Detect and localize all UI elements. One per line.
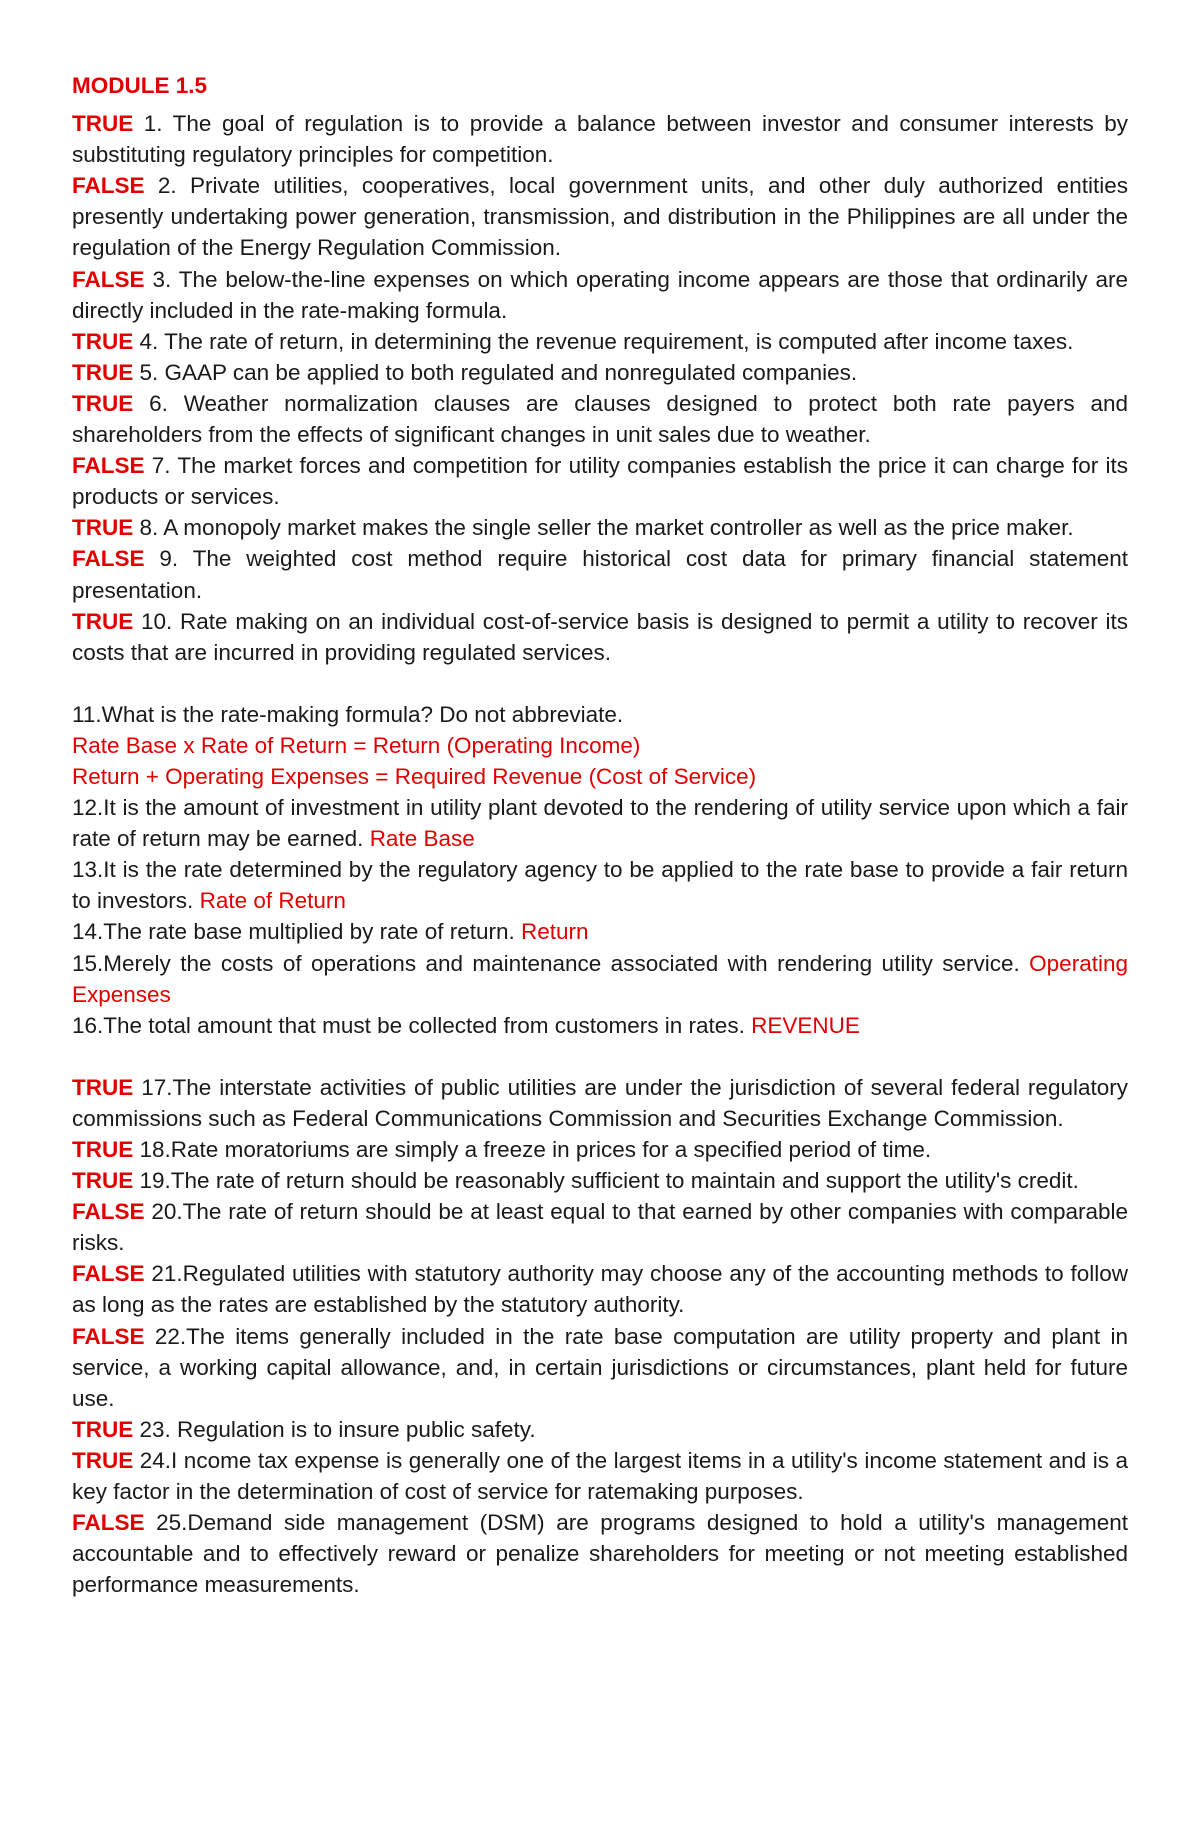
answer-text: Rate Base [369,826,475,852]
section-gap [72,1041,1128,1072]
tf-statement [72,357,1128,388]
tf-statement [72,1072,1128,1134]
tf-statement [72,1165,1128,1196]
statement-text: 17.The interstate activities of public utilities are under the jurisdiction of several federal regulatory commissions such as Federal Communications Commission and Securities Exchange Commission. [72,1074,1128,1131]
true-false-section-1 [72,108,1128,668]
tf-statement [72,108,1128,170]
document-page [72,70,1128,1600]
answer-tag: TRUE [72,328,134,354]
question-text: 13.It is the rate determined by the regulatory agency to be applied to the rate base to provide a fair return to investors. [72,857,1128,914]
statement-text: 23. Regulation is to insure public safety. [139,1416,536,1442]
answer-tag: TRUE [72,608,134,634]
answer-tag: FALSE [72,546,145,572]
statement-text: 21.Regulated utilities with statutory authority may choose any of the accounting methods to follow as long as the rates are established by the statutory authority. [72,1261,1128,1318]
question-text: 15.Merely the costs of operations and maintenance associated with rendering utility service. [72,950,1020,976]
tf-statement [72,1414,1128,1445]
answer-tag: FALSE [72,173,145,199]
answer-tag: FALSE [72,453,145,479]
statement-text: 6. Weather normalization clauses are clauses designed to protect both rate payers and shareholders from the effects of significant changes in unit sales due to weather. [72,390,1128,448]
identification-question [72,916,1128,947]
module-title: MODULE 1.5 [72,73,208,98]
statement-text: 1. The goal of regulation is to provide a balance between investor and consumer interests by substituting regulatory principles for competition. [72,111,1128,168]
answer-tag: FALSE [72,266,145,292]
answer-text: Operating Expenses [72,950,1128,1007]
statement-text: 19.The rate of return should be reasonably sufficient to maintain and support the utility's credit. [139,1168,1079,1194]
answer-tag: TRUE [72,1074,134,1100]
tf-statement [72,543,1128,605]
tf-statement [72,1321,1128,1414]
question-text: 12.It is the amount of investment in utility plant devoted to the rendering of utility service upon which a fair rate of return may be earned. [72,795,1128,852]
answer-tag: TRUE [72,1416,134,1442]
tf-statement [72,1507,1128,1600]
question-text: 16.The total amount that must be collected from customers in rates. [72,1012,745,1038]
answer-tag: FALSE [72,1199,145,1225]
identification-question [72,854,1128,916]
statement-text: 5. GAAP can be applied to both regulated and nonregulated companies. [139,359,858,385]
statement-text: 10. Rate making on an individual cost-of-service basis is designed to permit a utility to recover its costs that are incurred in providing regulated services. [72,608,1128,665]
formula-line-1: Rate Base x Rate of Return = Return (Operating Income) [72,732,641,758]
tf-statement [72,1134,1128,1165]
tf-statement [72,450,1128,512]
answer-tag: TRUE [72,390,134,416]
tf-statement [72,170,1128,263]
statement-text: 18.Rate moratoriums are simply a freeze in prices for a specified period of time. [139,1137,932,1162]
statement-text: 8. A monopoly market makes the single seller the market controller as well as the price maker. [139,515,1074,541]
tf-statement [72,1196,1128,1258]
identification-question [72,1010,1128,1041]
answer-tag: TRUE [72,111,134,137]
identification-section [72,699,1128,1041]
statement-text: 25.Demand side management (DSM) are programs designed to hold a utility's management accountable and to effectively reward or penalize shareholders for meeting or not meeting established performance measurements. [72,1510,1128,1598]
statement-text: 4. The rate of return, in determining the revenue requirement, is computed after income taxes. [139,328,1074,354]
answer-tag: FALSE [72,1261,145,1287]
tf-statement [72,264,1128,326]
question-text: 14.The rate base multiplied by rate of return. [72,919,515,945]
statement-text: 7. The market forces and competition for utility companies establish the price it can charge for its products or services. [72,453,1128,510]
answer-tag: FALSE [72,1510,145,1536]
answer-text: REVENUE [751,1012,860,1038]
answer-tag: FALSE [72,1323,145,1349]
answer-tag: TRUE [72,1168,134,1194]
tf-statement [72,1258,1128,1320]
answer-tag: TRUE [72,359,134,385]
tf-statement [72,1445,1128,1507]
answer-text: Rate of Return [199,888,346,914]
question-11: 11.What is the rate-making formula? Do not abbreviate. [72,701,624,727]
tf-statement [72,606,1128,668]
section-gap [72,668,1128,699]
answer-tag: TRUE [72,515,134,541]
statement-text: 20.The rate of return should be at least equal to that earned by other companies with comparable risks. [72,1199,1128,1256]
statement-text: 24.I ncome tax expense is generally one of the largest items in a utility's income statement and is a key factor in the determination of cost of service for ratemaking purposes. [72,1447,1128,1505]
answer-text: Return [521,919,589,945]
tf-statement [72,326,1128,357]
statement-text: 22.The items generally included in the rate base computation are utility property and plant in service, a working capital allowance, and, in certain jurisdictions or circumstances, plant held for future use. [72,1323,1128,1411]
statement-text: 2. Private utilities, cooperatives, local government units, and other duly authorized entities presently undertaking power generation, transmission, and distribution in the Philippines are all under the regulation of the Energy Regulation Commission. [72,173,1128,261]
identification-question [72,948,1128,1010]
answer-tag: TRUE [72,1137,134,1162]
answer-tag: TRUE [72,1447,134,1473]
identification-question [72,792,1128,854]
true-false-section-2 [72,1072,1128,1601]
tf-statement [72,388,1128,450]
statement-text: 3. The below-the-line expenses on which operating income appears are those that ordinarily are directly included in the rate-making formula. [72,266,1128,323]
statement-text: 9. The weighted cost method require historical cost data for primary financial statement presentation. [72,546,1128,603]
formula-line-2: Return + Operating Expenses = Required Revenue (Cost of Service) [72,763,757,789]
tf-statement [72,512,1128,543]
